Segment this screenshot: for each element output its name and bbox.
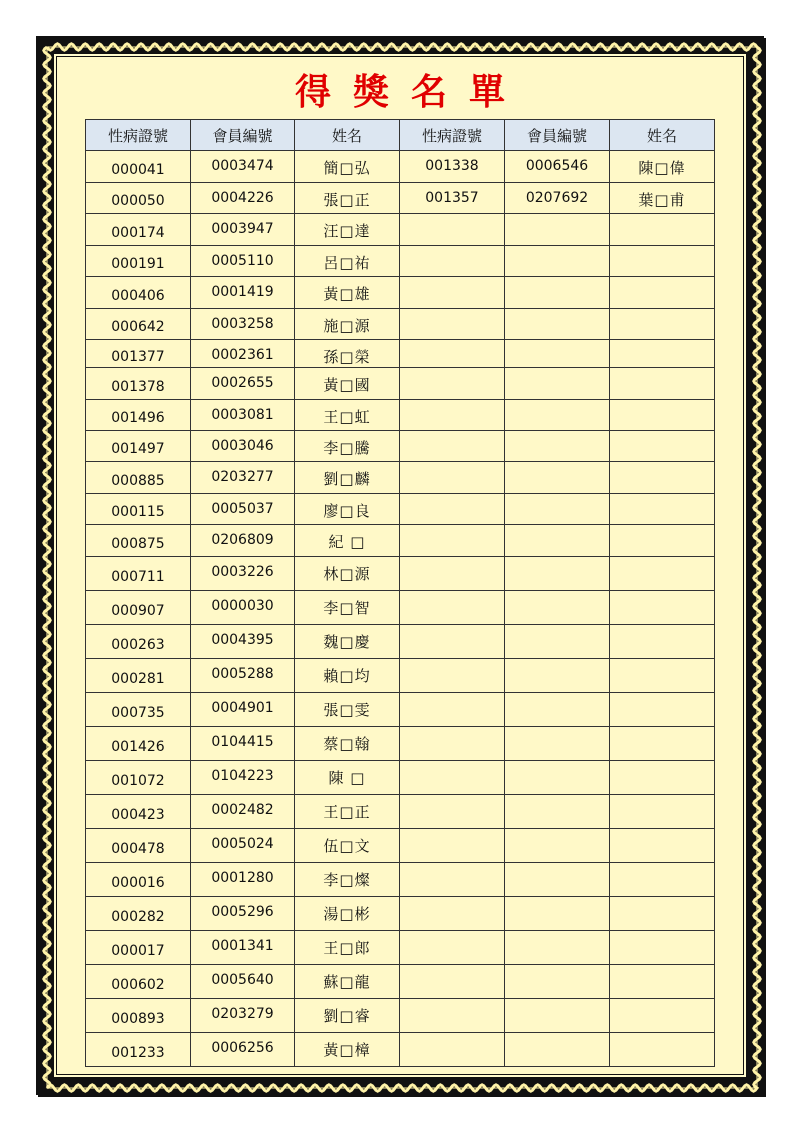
cell-name: 呂□祐: [295, 246, 400, 277]
cell-member-id-right: 0207692: [505, 183, 610, 214]
cell-member-id: 0004395: [191, 625, 295, 659]
cell-member-id-right: [505, 693, 610, 727]
cell-name: 蔡□翰: [295, 727, 400, 761]
cell-name: 紀 □: [295, 525, 400, 557]
cell-name: 賴□均: [295, 659, 400, 693]
cell-patient-id: 000041: [86, 151, 191, 183]
cell-patient-id: 000602: [86, 965, 191, 999]
cell-name-right: [610, 462, 715, 494]
cell-member-id-right: [505, 897, 610, 931]
cell-name-right: [610, 557, 715, 591]
cell-member-id: 0001280: [191, 863, 295, 897]
cell-name: 廖□良: [295, 494, 400, 525]
table-row: [86, 183, 715, 214]
cell-name: 王□郎: [295, 931, 400, 965]
cell-member-id-right: [505, 494, 610, 525]
cell-patient-id-right: [400, 829, 505, 863]
cell-name-right: [610, 246, 715, 277]
cell-member-id-right: [505, 761, 610, 795]
cell-member-id-right: [505, 400, 610, 431]
cell-patient-id-right: [400, 431, 505, 462]
cell-patient-id-right: [400, 557, 505, 591]
table-row: [86, 897, 715, 931]
table-row: [86, 863, 715, 897]
cell-patient-id: 000191: [86, 246, 191, 277]
cell-patient-id: 000115: [86, 494, 191, 525]
cell-patient-id: 000907: [86, 591, 191, 625]
cell-patient-id: 001377: [86, 340, 191, 368]
cell-patient-id-right: [400, 309, 505, 340]
cell-name-right: [610, 863, 715, 897]
cell-patient-id: 000478: [86, 829, 191, 863]
table-row: [86, 277, 715, 309]
cell-patient-id: 000406: [86, 277, 191, 309]
cell-name: 黃□國: [295, 368, 400, 400]
table-row: [86, 494, 715, 525]
cell-name: 黃□雄: [295, 277, 400, 309]
cell-patient-id-right: [400, 965, 505, 999]
cell-member-id: 0002655: [191, 368, 295, 400]
cell-name-right: [610, 214, 715, 246]
cell-patient-id-right: [400, 525, 505, 557]
cell-patient-id-right: [400, 1033, 505, 1067]
cell-name: 劉□睿: [295, 999, 400, 1033]
table-row: [86, 693, 715, 727]
header-right-patient-id: 性病證號: [400, 120, 505, 151]
cell-name: 張□雯: [295, 693, 400, 727]
cell-patient-id-right: [400, 277, 505, 309]
cell-member-id: 0005640: [191, 965, 295, 999]
cell-patient-id-right: [400, 591, 505, 625]
cell-member-id: 0003081: [191, 400, 295, 431]
cell-member-id-right: [505, 591, 610, 625]
page-title: 得獎名單: [294, 71, 527, 113]
table-row: [86, 965, 715, 999]
table-row: [86, 309, 715, 340]
cell-name-right: [610, 525, 715, 557]
cell-patient-id-right: [400, 693, 505, 727]
cell-name-right: [610, 727, 715, 761]
table-row: [86, 368, 715, 400]
cell-member-id-right: [505, 999, 610, 1033]
cell-name: 黃□樟: [295, 1033, 400, 1067]
table-row: [86, 591, 715, 625]
cell-member-id-right: [505, 214, 610, 246]
cell-patient-id-right: [400, 462, 505, 494]
table-row: [86, 557, 715, 591]
cell-patient-id: 000050: [86, 183, 191, 214]
cell-member-id-right: [505, 557, 610, 591]
cell-member-id: 0004901: [191, 693, 295, 727]
cell-patient-id-right: 001338: [400, 151, 505, 183]
cell-member-id-right: [505, 1033, 610, 1067]
cell-name: 劉□麟: [295, 462, 400, 494]
cell-name: 施□源: [295, 309, 400, 340]
cell-name-right: [610, 277, 715, 309]
cell-name: 李□智: [295, 591, 400, 625]
cell-member-id: 0001341: [191, 931, 295, 965]
cell-name: 蘇□龍: [295, 965, 400, 999]
cell-name-right: [610, 829, 715, 863]
cell-member-id: 0003226: [191, 557, 295, 591]
cell-patient-id: 000893: [86, 999, 191, 1033]
cell-name-right: [610, 494, 715, 525]
cell-member-id: 0005296: [191, 897, 295, 931]
table-row: [86, 214, 715, 246]
cell-patient-id: 000281: [86, 659, 191, 693]
cell-member-id-right: [505, 795, 610, 829]
cell-name-right: [610, 999, 715, 1033]
cell-patient-id-right: [400, 246, 505, 277]
cell-member-id-right: [505, 931, 610, 965]
cell-name: 王□虹: [295, 400, 400, 431]
table-row: [86, 400, 715, 431]
cell-name-right: 葉□甫: [610, 183, 715, 214]
cell-patient-id-right: [400, 863, 505, 897]
cell-name-right: [610, 659, 715, 693]
cell-patient-id-right: [400, 999, 505, 1033]
cell-name: 汪□達: [295, 214, 400, 246]
cell-patient-id-right: [400, 494, 505, 525]
cell-member-id: 0003046: [191, 431, 295, 462]
cell-patient-id: 001378: [86, 368, 191, 400]
cell-patient-id: 000875: [86, 525, 191, 557]
cell-member-id: 0203277: [191, 462, 295, 494]
cell-patient-id-right: [400, 340, 505, 368]
cell-member-id: 0002361: [191, 340, 295, 368]
cell-patient-id-right: [400, 795, 505, 829]
table-row: [86, 659, 715, 693]
table-row: [86, 462, 715, 494]
cell-patient-id-right: [400, 727, 505, 761]
cell-name-right: [610, 693, 715, 727]
table-row: [86, 761, 715, 795]
cell-patient-id-right: [400, 761, 505, 795]
cell-member-id-right: [505, 277, 610, 309]
header-right-member-id: 會員編號: [505, 120, 610, 151]
cell-name-right: 陳□偉: [610, 151, 715, 183]
cell-name: 王□正: [295, 795, 400, 829]
table-row: [86, 246, 715, 277]
cell-patient-id-right: 001357: [400, 183, 505, 214]
cell-member-id: 0006256: [191, 1033, 295, 1067]
cell-patient-id: 000282: [86, 897, 191, 931]
cell-name-right: [610, 400, 715, 431]
cell-member-id: 0002482: [191, 795, 295, 829]
cell-name-right: [610, 368, 715, 400]
award-list-table: [85, 119, 715, 1067]
cell-patient-id: 000423: [86, 795, 191, 829]
table-row: [86, 727, 715, 761]
cell-name-right: [610, 625, 715, 659]
cell-member-id: 0203279: [191, 999, 295, 1033]
table-row: [86, 795, 715, 829]
cell-patient-id: 000174: [86, 214, 191, 246]
cell-member-id: 0003947: [191, 214, 295, 246]
cell-patient-id: 000017: [86, 931, 191, 965]
cell-member-id-right: [505, 431, 610, 462]
cell-name-right: [610, 931, 715, 965]
cell-name: 張□正: [295, 183, 400, 214]
cell-name-right: [610, 309, 715, 340]
cell-member-id: 0001419: [191, 277, 295, 309]
cell-member-id-right: [505, 525, 610, 557]
cell-member-id: 0004226: [191, 183, 295, 214]
cell-name-right: [610, 965, 715, 999]
header-left-name: 姓名: [295, 120, 400, 151]
header-left-patient-id: 性病證號: [86, 120, 191, 151]
cell-name-right: [610, 591, 715, 625]
cell-member-id-right: [505, 625, 610, 659]
cell-patient-id: 000885: [86, 462, 191, 494]
cell-name: 魏□慶: [295, 625, 400, 659]
table-row: [86, 999, 715, 1033]
table-row: [86, 431, 715, 462]
header-right-name: 姓名: [610, 120, 715, 151]
cell-name: 李□燦: [295, 863, 400, 897]
cell-name-right: [610, 1033, 715, 1067]
cell-patient-id-right: [400, 897, 505, 931]
table-row: [86, 151, 715, 183]
cell-name: 陳 □: [295, 761, 400, 795]
cell-member-id-right: [505, 829, 610, 863]
cell-patient-id: 000735: [86, 693, 191, 727]
cell-patient-id: 000263: [86, 625, 191, 659]
cell-patient-id: 001072: [86, 761, 191, 795]
cell-member-id: 0003474: [191, 151, 295, 183]
cell-patient-id: 000016: [86, 863, 191, 897]
cell-patient-id: 001426: [86, 727, 191, 761]
cell-patient-id: 001496: [86, 400, 191, 431]
cell-member-id: 0104223: [191, 761, 295, 795]
cell-member-id: 0003258: [191, 309, 295, 340]
table-row: [86, 1033, 715, 1067]
cell-name: 簡□弘: [295, 151, 400, 183]
cell-name-right: [610, 761, 715, 795]
cell-name-right: [610, 897, 715, 931]
cell-patient-id: 000642: [86, 309, 191, 340]
cell-member-id-right: [505, 727, 610, 761]
cell-member-id: 0005037: [191, 494, 295, 525]
cell-member-id-right: [505, 246, 610, 277]
table-row: [86, 625, 715, 659]
cell-member-id-right: [505, 462, 610, 494]
cell-name: 林□源: [295, 557, 400, 591]
cell-patient-id: 001497: [86, 431, 191, 462]
cell-patient-id-right: [400, 625, 505, 659]
cell-name: 伍□文: [295, 829, 400, 863]
cell-patient-id: 000711: [86, 557, 191, 591]
cell-patient-id-right: [400, 214, 505, 246]
header-left-member-id: 會員編號: [191, 120, 295, 151]
cell-patient-id-right: [400, 931, 505, 965]
cell-name-right: [610, 340, 715, 368]
cell-member-id-right: [505, 863, 610, 897]
table-row: [86, 931, 715, 965]
cell-member-id-right: [505, 368, 610, 400]
cell-member-id: 0005110: [191, 246, 295, 277]
cell-member-id-right: [505, 965, 610, 999]
table-row: [86, 340, 715, 368]
cell-name-right: [610, 431, 715, 462]
cell-member-id-right: [505, 309, 610, 340]
cell-member-id: 0005024: [191, 829, 295, 863]
table-body: [86, 151, 715, 1067]
cell-member-id: 0000030: [191, 591, 295, 625]
table-row: [86, 525, 715, 557]
cell-name-right: [610, 795, 715, 829]
cell-member-id-right: [505, 340, 610, 368]
cell-patient-id: 001233: [86, 1033, 191, 1067]
cell-name: 湯□彬: [295, 897, 400, 931]
cell-patient-id-right: [400, 400, 505, 431]
cell-member-id: 0104415: [191, 727, 295, 761]
cell-member-id-right: 0006546: [505, 151, 610, 183]
cell-member-id-right: [505, 659, 610, 693]
cell-patient-id-right: [400, 659, 505, 693]
cell-name: 孫□榮: [295, 340, 400, 368]
cell-member-id: 0005288: [191, 659, 295, 693]
cell-member-id: 0206809: [191, 525, 295, 557]
cell-name: 李□騰: [295, 431, 400, 462]
table-header-row: [86, 120, 715, 151]
cell-patient-id-right: [400, 368, 505, 400]
table-row: [86, 829, 715, 863]
